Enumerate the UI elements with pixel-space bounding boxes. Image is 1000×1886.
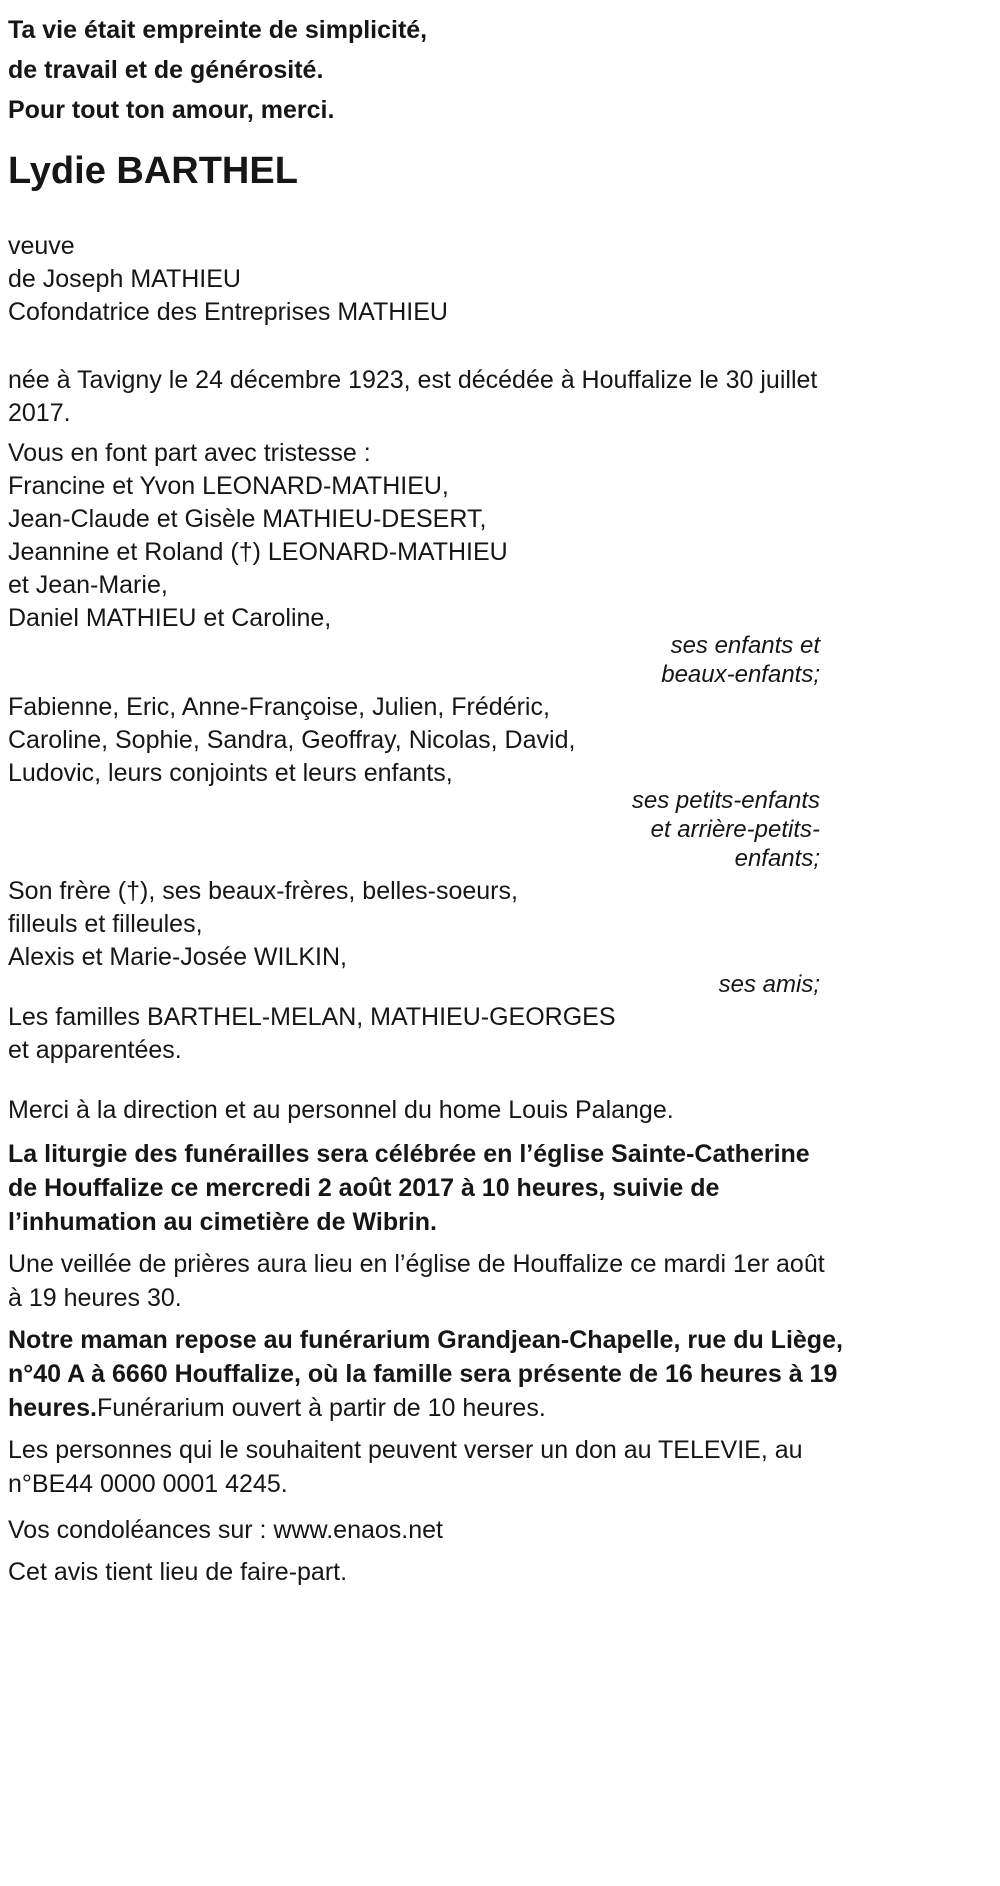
deceased-status bbox=[8, 230, 990, 329]
relatives-line: filleuls et filleules, bbox=[8, 910, 203, 938]
status-line-title: Cofondatrice des Entreprises MATHIEU bbox=[8, 298, 448, 326]
status-line-spouse: de Joseph MATHIEU bbox=[8, 265, 241, 293]
children-line: Jeannine et Roland (†) LEONARD-MATHIEU bbox=[8, 538, 508, 566]
epitaph-line-2: de travail et de générosité. bbox=[8, 56, 324, 84]
life-dates-line-2: 2017. bbox=[8, 399, 71, 427]
epitaph bbox=[8, 10, 990, 130]
epitaph-line-3: Pour tout ton amour, merci. bbox=[8, 96, 335, 124]
acknowledgement bbox=[8, 1093, 990, 1127]
liturgy-announcement bbox=[8, 1137, 990, 1239]
families-list bbox=[8, 1001, 990, 1067]
children-line: Jean-Claude et Gisèle MATHIEU-DESERT, bbox=[8, 505, 487, 533]
vigil-line: Une veillée de prières aura lieu en l’église de Houffalize ce mardi 1er août bbox=[8, 1250, 825, 1278]
funerarium-line: Notre maman repose au funérarium Grandjean-Chapelle, rue du Liège, bbox=[8, 1326, 843, 1354]
grandchildren-relation-label-line: enfants; bbox=[734, 845, 820, 872]
epitaph-line-1: Ta vie était empreinte de simplicité, bbox=[8, 16, 428, 44]
donation-line: Les personnes qui le souhaitent peuvent verser un don au TELEVIE, au bbox=[8, 1436, 803, 1464]
children-list bbox=[8, 470, 990, 635]
condolences bbox=[8, 1513, 990, 1547]
vigil-announcement bbox=[8, 1247, 990, 1315]
funerarium-announcement bbox=[8, 1323, 990, 1425]
liturgy-line: de Houffalize ce mercredi 2 août 2017 à 10 heures, suivie de bbox=[8, 1174, 720, 1202]
footer-note bbox=[8, 1555, 990, 1589]
grandchildren-line: Caroline, Sophie, Sandra, Geoffray, Nicolas, David, bbox=[8, 726, 576, 754]
children-relation-label-line: beaux-enfants; bbox=[661, 661, 820, 688]
announcement bbox=[8, 437, 990, 1067]
grandchildren-relation-label-line: et arrière-petits- bbox=[650, 816, 820, 843]
life-dates-line-1: née à Tavigny le 24 décembre 1923, est décédée à Houffalize le 30 juillet bbox=[8, 366, 818, 394]
donation-announcement bbox=[8, 1433, 990, 1501]
funerarium-hours-note: Funérarium ouvert à partir de 10 heures. bbox=[96, 1394, 546, 1422]
life-dates bbox=[8, 364, 990, 430]
children-line: Daniel MATHIEU et Caroline, bbox=[8, 604, 332, 632]
liturgy-line: l’inhumation au cimetière de Wibrin. bbox=[8, 1208, 438, 1236]
children-line: Francine et Yvon LEONARD-MATHIEU, bbox=[8, 472, 449, 500]
condolences-line bbox=[8, 1513, 990, 1547]
grandchildren-relation-label-line: ses petits-enfants bbox=[631, 787, 820, 814]
condolences-label: Vos condoléances sur : bbox=[8, 1516, 267, 1544]
vigil-line: à 19 heures 30. bbox=[8, 1284, 182, 1312]
donation-line: n°BE44 0000 0001 4245. bbox=[8, 1470, 288, 1498]
grandchildren-line: Ludovic, leurs conjoints et leurs enfants, bbox=[8, 759, 453, 787]
status-line-veuve: veuve bbox=[8, 232, 75, 260]
grandchildren-line: Fabienne, Eric, Anne-Françoise, Julien, Frédéric, bbox=[8, 693, 550, 721]
children-relation-label bbox=[8, 631, 820, 689]
friends-relation-label bbox=[8, 970, 820, 999]
friends-relation-label-line: ses amis; bbox=[718, 971, 820, 998]
funerarium-line-mixed bbox=[8, 1391, 990, 1425]
deceased-name: Lydie BARTHEL bbox=[8, 150, 298, 192]
children-line: et Jean-Marie, bbox=[8, 571, 168, 599]
funerarium-line: n°40 A à 6660 Houffalize, où la famille sera présente de 16 heures à 19 bbox=[8, 1360, 838, 1388]
announcement-intro: Vous en font part avec tristesse : bbox=[8, 439, 371, 467]
funerarium-bold-fragment: heures. bbox=[8, 1394, 97, 1422]
children-relation-label-line: ses enfants et bbox=[670, 632, 820, 659]
footer-note-line: Cet avis tient lieu de faire-part. bbox=[8, 1558, 348, 1586]
condolences-url: www.enaos.net bbox=[273, 1516, 443, 1544]
families-line: Les familles BARTHEL-MELAN, MATHIEU-GEORGES bbox=[8, 1003, 616, 1031]
relatives-line: Son frère (†), ses beaux-frères, belles-soeurs, bbox=[8, 877, 518, 905]
liturgy-line: La liturgie des funérailles sera célébrée en l’église Sainte-Catherine bbox=[8, 1140, 810, 1168]
relatives-list bbox=[8, 875, 990, 974]
grandchildren-relation-label bbox=[8, 786, 820, 873]
acknowledgement-line: Merci à la direction et au personnel du home Louis Palange. bbox=[8, 1096, 674, 1124]
grandchildren-list bbox=[8, 691, 990, 790]
families-line: et apparentées. bbox=[8, 1036, 182, 1064]
relatives-line: Alexis et Marie-Josée WILKIN, bbox=[8, 943, 347, 971]
